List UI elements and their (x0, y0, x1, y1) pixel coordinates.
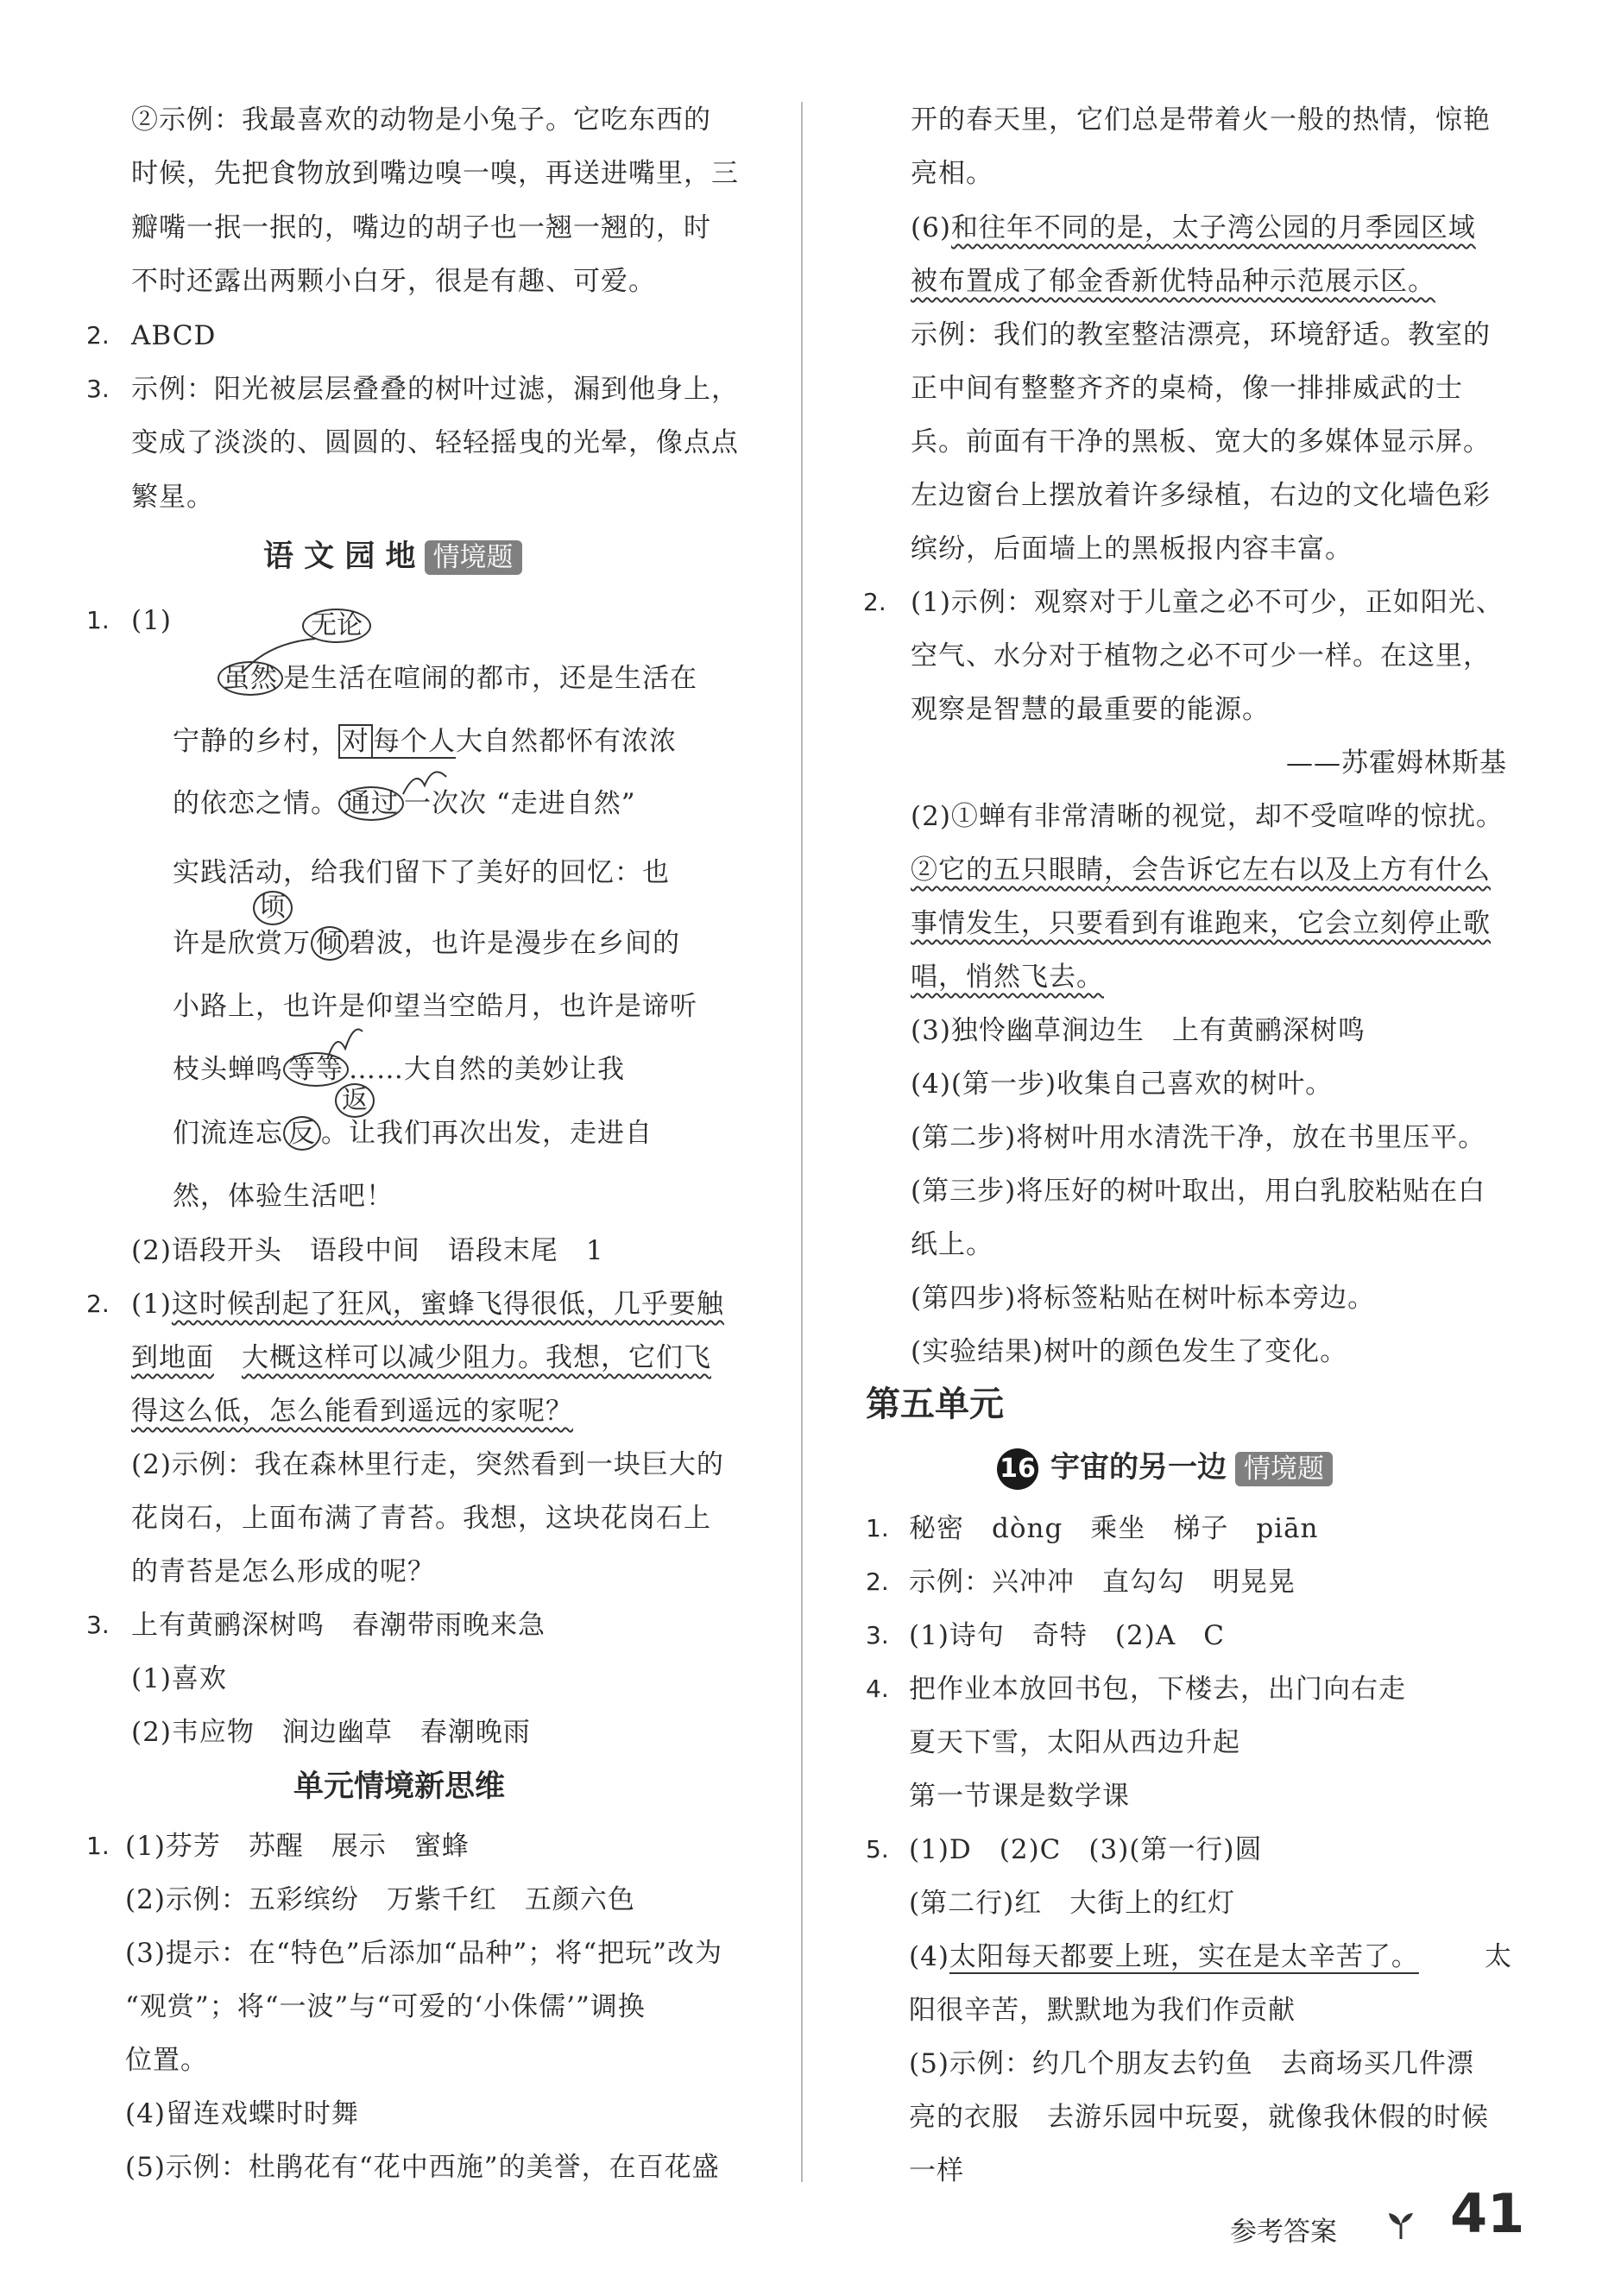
sub-label: (1) (131, 1289, 172, 1320)
item-number: 1. (86, 606, 110, 634)
sub-item: (1)喜欢 (131, 1663, 227, 1694)
sub-item: (2)语段开头 语段中间 语段末尾 1 (131, 1235, 604, 1266)
item-number: 1. (86, 1832, 110, 1860)
sub-item (131, 1340, 711, 1376)
item-number: 1. (866, 1514, 889, 1542)
passage-line (173, 785, 636, 822)
item-number: 3. (86, 1611, 110, 1639)
correction-annotation: 无论 (302, 609, 371, 643)
sub-item: 位置。 (125, 2045, 208, 2076)
right-line: (2)①蝉有非常清晰的视觉，却不受喧哗的惊扰。 (911, 801, 1504, 832)
passage-text: 一次次 “走进自然” (404, 788, 636, 819)
boxed-text: 对 (342, 726, 369, 757)
sub-item (131, 1393, 573, 1429)
circled-word: 反 (283, 1116, 321, 1151)
unit-title: 第五单元 (866, 1385, 1004, 1424)
lesson-number: 16 (997, 1448, 1038, 1490)
wavy-text: 得这么低，怎么能看到遥远的家呢？ (131, 1396, 573, 1427)
passage-text: 。让我们再次出发，走进自 (321, 1118, 653, 1149)
right-line: (第三步)将压好的树叶取出，用白乳胶粘贴在白 (911, 1176, 1486, 1207)
lesson-title: 宇宙的另一边 (1050, 1450, 1227, 1485)
right-line: (5)示例：约几个朋友去钓鱼 去商场买几件漂 (909, 2048, 1474, 2079)
right-line: (1)诗句 奇特 (2)A C (909, 1620, 1225, 1651)
underlined-text: 每个人 (373, 726, 456, 757)
correction-annotation: 顷 (253, 891, 293, 925)
right-line: 左边窗台上摆放着许多绿植，右边的文化墙色彩 (911, 480, 1491, 511)
sub-item: “观赏”；将“一波”与“可爱的‘小侏儒’”调换 (125, 1991, 646, 2022)
right-line: (1)示例：观察对于儿童之必不可少，正如阳光、 (911, 587, 1504, 618)
circled-word: 等等 (283, 1052, 349, 1087)
passage-text: 大自然都怀有浓浓 (456, 726, 677, 757)
answer-2: ABCD (131, 320, 217, 351)
circled-word: 倾 (311, 926, 349, 961)
answer-3: 繁星。 (131, 482, 214, 513)
passage-line (173, 723, 677, 760)
passage-line: 实践活动，给我们留下了美好的回忆：也 (173, 857, 670, 888)
right-line (911, 905, 1491, 942)
wavy-text: ②它的五只眼睛，会告诉它左右以及上方有什么 (911, 855, 1491, 886)
quote-attribution: ——苏霍姆林斯基 (1286, 747, 1507, 779)
wavy-text: 和往年不同的是，太子湾公园的月季园区域 (950, 212, 1476, 243)
passage-text: 宁静的乡村， (173, 726, 338, 757)
item-number: 3. (866, 1621, 889, 1649)
right-line: 正中间有整整齐齐的桌椅，像一排排威武的士 (911, 373, 1463, 404)
sub-item: 上有黄鹂深树鸣 春潮带雨晚来急 (131, 1610, 546, 1641)
wavy-text: 事情发生，只要看到有谁跑来，它会立刻停止歌 (911, 908, 1491, 939)
right-line: 一样 (909, 2155, 964, 2186)
passage-text: 是生活在喧闹的都市，还是生活在 (283, 663, 697, 694)
sub-item: (5)示例：杜鹃花有“花中西施”的美誉，在百花盛 (125, 2152, 720, 2183)
right-line: (实验结果)树叶的颜色发生了变化。 (911, 1336, 1348, 1367)
right-line: 第一节课是数学课 (909, 1781, 1130, 1812)
passage-text: 们流连忘 (173, 1118, 283, 1149)
wavy-text: 这时候刮起了狂风，蜜蜂飞得很低，几乎要触 (171, 1289, 724, 1320)
right-line (911, 852, 1491, 888)
passage-line (173, 1051, 625, 1088)
wavy-text: 到地面 (131, 1342, 214, 1373)
item-number: 2. (86, 1290, 110, 1318)
right-line: 示例：我们的教室整洁漂亮，环境舒适。教室的 (911, 319, 1491, 350)
answer-3: 示例：阳光被层层叠叠的树叶过滤，漏到他身上， (131, 374, 739, 405)
passage-line (173, 1115, 653, 1151)
passage-line (173, 925, 680, 962)
sub-item: 的青苔是怎么形成的呢？ (131, 1556, 435, 1587)
sub-item: (3)提示：在“特色”后添加“品种”；将“把玩”改为 (125, 1938, 722, 1969)
passage-text: ……大自然的美妙让我 (349, 1054, 625, 1085)
passage-text: 许是欣赏万 (173, 928, 311, 959)
right-line (909, 1939, 1419, 1975)
sub-item: (2)韦应物 涧边幽草 春潮晚雨 (131, 1717, 531, 1748)
right-line: 夏天下雪，太阳从西边升起 (909, 1727, 1240, 1758)
right-line: 太 (1485, 1941, 1512, 1972)
left-line: 时候，先把食物放到嘴边嗅一嗅，再送进嘴里，三 (131, 158, 739, 189)
wavy-text: 大概这样可以减少阻力。我想，它们飞 (242, 1342, 711, 1373)
item-number: 2. (863, 588, 886, 616)
passage-line: 小路上，也许是仰望当空皓月，也许是谛听 (173, 991, 697, 1022)
lesson-heading (997, 1446, 1333, 1490)
left-line: ②示例：我最喜欢的动物是小兔子。它吃东西的 (131, 104, 711, 136)
passage-line (218, 660, 697, 697)
column-divider (801, 102, 803, 2182)
right-line: (第四步)将标签粘贴在树叶标本旁边。 (911, 1283, 1376, 1314)
boxed-word (338, 724, 373, 759)
sub-item: (1) (131, 605, 172, 636)
passage-text: 碧波，也许是漫步在乡间的 (349, 928, 680, 959)
right-line: 兵。前面有干净的黑板、宽大的多媒体显示屏。 (911, 426, 1491, 457)
underlined-text: 太阳每天都要上班，实在是太辛苦了。 (949, 1941, 1419, 1972)
footer-label: 参考答案 (1230, 2217, 1337, 2248)
section-heading-ywyd (263, 535, 522, 578)
right-line: 把作业本放回书包，下楼去，出门向右走 (909, 1674, 1406, 1705)
sub-item (131, 1286, 724, 1322)
left-line: 瓣嘴一抿一抿的，嘴边的胡子也一翘一翘的，时 (131, 212, 711, 243)
item-number: 4. (866, 1675, 889, 1703)
item-number: 5. (866, 1835, 889, 1864)
sub-label: (4) (909, 1941, 949, 1972)
sub-item: (2)示例：五彩缤纷 万紫千红 五颜六色 (125, 1884, 635, 1915)
sub-item: (1)芬芳 苏醒 展示 蜜蜂 (125, 1831, 470, 1862)
right-line: (1)D (2)C (3)(第一行)圆 (909, 1834, 1263, 1865)
right-line (911, 210, 1476, 246)
scenario-badge: 情境题 (1235, 1452, 1333, 1486)
right-line: 纸上。 (911, 1229, 993, 1260)
right-line: (第二行)红 大街上的红灯 (909, 1888, 1236, 1919)
right-line: 开的春天里，它们总是带着火一般的热情，惊艳 (911, 104, 1491, 136)
page-number: 41 (1450, 2182, 1525, 2245)
sub-item: 花岗石，上面布满了青苔。我想，这块花岗石上 (131, 1503, 711, 1534)
scenario-badge: 情境题 (425, 540, 522, 575)
left-line: 不时还露出两颗小白牙，很是有趣、可爱。 (131, 266, 656, 297)
passage-text: 的依恋之情。 (173, 788, 338, 819)
item-number: 3. (86, 375, 110, 403)
section-heading-dy: 单元情境新思维 (293, 1769, 506, 1804)
item-number: 2. (866, 1567, 889, 1596)
right-line (911, 263, 1435, 300)
sub-label: (6) (911, 212, 951, 243)
item-number: 2. (86, 321, 110, 350)
correction-annotation: 返 (335, 1083, 375, 1118)
right-line: 空气、水分对于植物之必不可少一样。在这里， (911, 640, 1491, 672)
circled-word: 虽然 (218, 661, 283, 696)
right-line: 观察是智慧的最重要的能源。 (911, 694, 1270, 725)
passage-text: 枝头蝉鸣 (173, 1054, 283, 1085)
right-line: 秘密 dòng 乘坐 梯子 piān (909, 1513, 1319, 1544)
answer-3: 变成了淡淡的、圆圆的、轻轻摇曳的光晕，像点点 (131, 427, 739, 458)
right-line: 示例：兴冲冲 直勾勾 明晃晃 (909, 1567, 1296, 1598)
section-title: 语 文 园 地 (263, 539, 416, 574)
right-line: (4)(第一步)收集自己喜欢的树叶。 (911, 1069, 1334, 1100)
wavy-text: 被布置成了郁金香新优特品种示范展示区。 (911, 266, 1435, 297)
passage-line: 然，体验生活吧！ (173, 1181, 394, 1212)
right-line: 阳很辛苦，默默地为我们作贡献 (909, 1995, 1296, 2026)
sub-item: (4)留连戏蝶时时舞 (125, 2098, 359, 2129)
right-line: 缤纷，后面墙上的黑板报内容丰富。 (911, 533, 1353, 565)
circled-word: 通过 (338, 786, 404, 821)
right-line: 亮相。 (911, 158, 993, 189)
right-line: 亮的衣服 去游乐园中玩耍，就像我休假的时候 (909, 2102, 1489, 2133)
sub-item: (2)示例：我在森林里行走，突然看到一块巨大的 (131, 1449, 724, 1480)
sprout-icon (1385, 2210, 1416, 2241)
right-line: (3)独怜幽草涧边生 上有黄鹂深树鸣 (911, 1015, 1366, 1046)
right-line: (第二步)将树叶用水清洗干净，放在书里压平。 (911, 1122, 1486, 1153)
wavy-text: 唱，悄然飞去。 (911, 962, 1104, 993)
right-line (911, 959, 1104, 995)
